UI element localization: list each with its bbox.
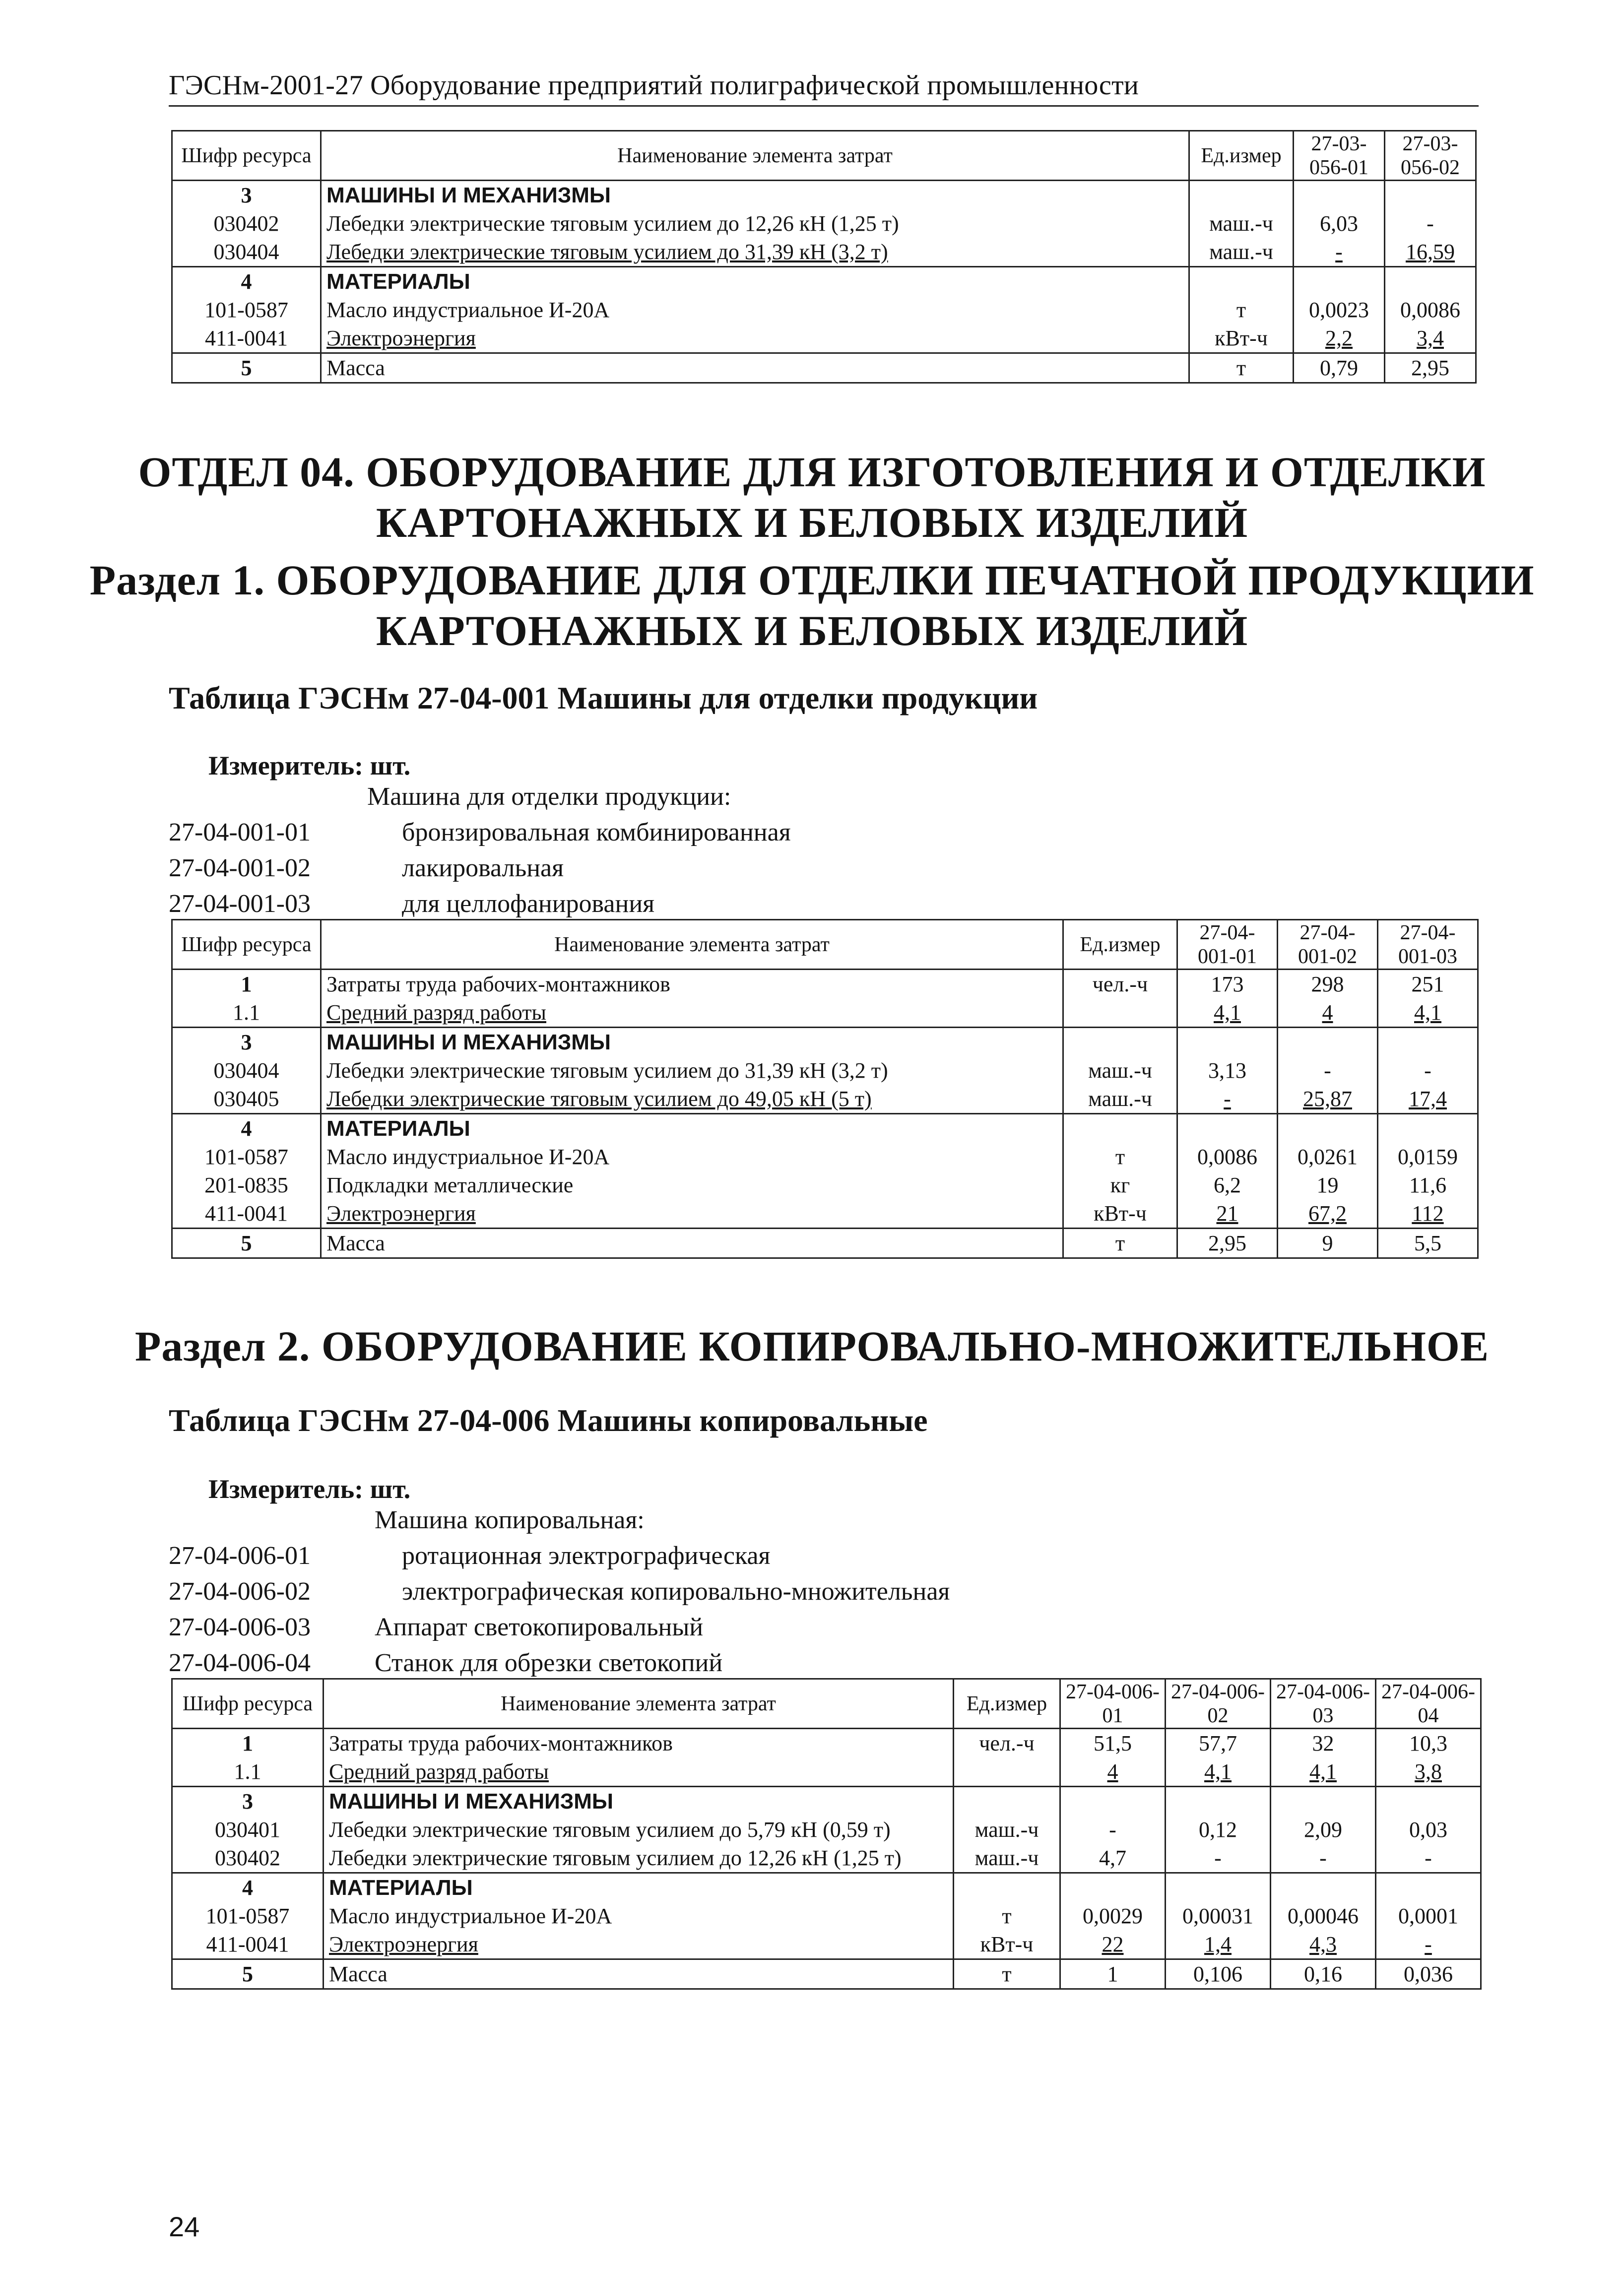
cell-value: 11,6 <box>1378 1171 1478 1199</box>
cell-value: 4,7 <box>1060 1844 1166 1873</box>
col-header-norm: 27-04-006-03 <box>1271 1679 1376 1729</box>
razdel-1-title-line2: КАРТОНАЖНЫХ И БЕЛОВЫХ ИЗДЕЛИЙ <box>376 607 1248 654</box>
table-row <box>172 998 1478 1028</box>
table-row <box>172 970 1478 999</box>
cell-code: 101-0587 <box>172 1143 321 1171</box>
cell-code: 4 <box>172 267 321 296</box>
cell-unit: маш.-ч <box>1189 209 1294 238</box>
variant-text: лакировальная <box>402 854 564 882</box>
cell-value: - <box>1376 1844 1481 1873</box>
cell-value: - <box>1177 1085 1278 1114</box>
cell-unit <box>1189 181 1294 210</box>
cell-unit: т <box>954 1902 1060 1930</box>
cell-value: 5,5 <box>1378 1229 1478 1258</box>
cell-value: 2,09 <box>1271 1816 1376 1844</box>
cell-value <box>1294 181 1385 210</box>
cell-value: 251 <box>1378 970 1478 999</box>
table-row <box>172 1873 1481 1902</box>
cell-name: Электроэнергия <box>321 1199 1063 1229</box>
cell-unit: т <box>1189 353 1294 383</box>
variant-text: электрографическая копировально-множительная <box>402 1577 950 1606</box>
cell-code: 030405 <box>172 1085 321 1114</box>
cell-value: - <box>1060 1816 1166 1844</box>
table-row <box>172 1056 1478 1085</box>
cell-value: 1 <box>1060 1959 1166 1989</box>
col-header-norm: 27-04-006-02 <box>1166 1679 1271 1729</box>
col-header-norm: 27-04-001-01 <box>1177 920 1278 970</box>
cell-name: Затраты труда рабочих-монтажников <box>321 970 1063 999</box>
table-row <box>172 1787 1481 1816</box>
cell-name: Лебедки электрические тяговым усилием до 5,79 кН (0,59 т) <box>324 1816 954 1844</box>
cell-value: 0,0261 <box>1278 1143 1378 1171</box>
cell-unit: кг <box>1063 1171 1177 1199</box>
cell-name: Масло индустриальное И-20А <box>321 1143 1063 1171</box>
page-number: 24 <box>169 2211 200 2242</box>
cell-value: 21 <box>1177 1199 1278 1229</box>
cell-value: 6,03 <box>1294 209 1385 238</box>
cell-unit: чел.-ч <box>1063 970 1177 999</box>
cell-name: Лебедки электрические тяговым усилием до 12,26 кН (1,25 т) <box>321 209 1189 238</box>
cell-name: Средний разряд работы <box>324 1757 954 1787</box>
col-header-norm: 27-03-056-01 <box>1294 131 1385 181</box>
variant-text: бронзировальная комбинированная <box>402 818 791 846</box>
variant-code: 27-04-006-03 <box>169 1613 311 1641</box>
cell-name: Лебедки электрические тяговым усилием до 31,39 кН (3,2 т) <box>321 238 1189 267</box>
cell-value: 16,59 <box>1385 238 1476 267</box>
cell-value: 3,4 <box>1385 324 1476 353</box>
cell-value: 6,2 <box>1177 1171 1278 1199</box>
cell-value <box>1166 1787 1271 1816</box>
cell-value: 0,03 <box>1376 1816 1481 1844</box>
cell-value: 0,0086 <box>1177 1143 1278 1171</box>
cell-value: 17,4 <box>1378 1085 1478 1114</box>
cell-code: 4 <box>172 1114 321 1143</box>
cell-value: 19 <box>1278 1171 1378 1199</box>
cell-code: 101-0587 <box>172 1902 324 1930</box>
cell-unit <box>1063 1114 1177 1143</box>
cell-code: 4 <box>172 1873 324 1902</box>
cell-value <box>1060 1787 1166 1816</box>
cell-value: 0,0023 <box>1294 296 1385 324</box>
table-heading-27-04-001: Таблица ГЭСНм 27-04-001 Машины для отделки продукции <box>169 680 1038 715</box>
cell-value <box>1378 1114 1478 1143</box>
section-title-line1: ОТДЕЛ 04. ОБОРУДОВАНИЕ ДЛЯ ИЗГОТОВЛЕНИЯ И ОТДЕЛКИ <box>138 448 1486 496</box>
table-row <box>172 1028 1478 1057</box>
col-header-code: Шифр ресурса <box>172 1679 324 1729</box>
cell-name: Масса <box>321 353 1189 383</box>
cell-code: 5 <box>172 1229 321 1258</box>
col-header-norm: 27-03-056-02 <box>1385 131 1476 181</box>
variant-code: 27-04-001-02 <box>169 854 311 882</box>
cell-value <box>1278 1028 1378 1057</box>
table-row <box>172 1143 1478 1171</box>
cell-name: МАТЕРИАЛЫ <box>321 1114 1063 1143</box>
section-title-line2: КАРТОНАЖНЫХ И БЕЛОВЫХ ИЗДЕЛИЙ <box>376 499 1248 546</box>
cell-name: Средний разряд работы <box>321 998 1063 1028</box>
cell-name: Масло индустриальное И-20А <box>324 1902 954 1930</box>
cell-value: - <box>1376 1930 1481 1959</box>
cell-value: 3,13 <box>1177 1056 1278 1085</box>
cell-code: 411-0041 <box>172 324 321 353</box>
cell-code: 411-0041 <box>172 1930 324 1959</box>
table-row <box>172 1171 1478 1199</box>
cell-value: 173 <box>1177 970 1278 999</box>
measure-label: Измеритель: <box>208 1474 364 1504</box>
cell-value: 0,036 <box>1376 1959 1481 1989</box>
col-header-name: Наименование элемента затрат <box>321 131 1189 181</box>
cell-code: 030404 <box>172 1056 321 1085</box>
cell-name: Масса <box>324 1959 954 1989</box>
variant-code: 27-04-006-01 <box>169 1542 311 1570</box>
cell-value <box>1294 267 1385 296</box>
cell-value: 2,95 <box>1385 353 1476 383</box>
table-row <box>172 1844 1481 1873</box>
table-heading-27-04-006: Таблица ГЭСНм 27-04-006 Машины копировальные <box>169 1403 928 1438</box>
cell-value: 0,12 <box>1166 1816 1271 1844</box>
cell-value: 0,79 <box>1294 353 1385 383</box>
col-header-code: Шифр ресурса <box>172 920 321 970</box>
measure-value: шт. <box>370 751 411 780</box>
cell-value: 4,1 <box>1166 1757 1271 1787</box>
cell-unit: кВт-ч <box>954 1930 1060 1959</box>
col-header-name: Наименование элемента затрат <box>321 920 1063 970</box>
cell-name: МАШИНЫ И МЕХАНИЗМЫ <box>321 181 1189 210</box>
cell-code: 030404 <box>172 238 321 267</box>
cell-name: Электроэнергия <box>324 1930 954 1959</box>
cell-code: 1.1 <box>172 998 321 1028</box>
cell-code: 5 <box>172 353 321 383</box>
table-row <box>172 1229 1478 1258</box>
col-header-norm: 27-04-001-02 <box>1278 920 1378 970</box>
table-row <box>172 238 1476 267</box>
cell-unit: маш.-ч <box>1189 238 1294 267</box>
cell-value <box>1060 1873 1166 1902</box>
table-row <box>172 1930 1481 1959</box>
cell-value: 9 <box>1278 1229 1378 1258</box>
table-row <box>172 1959 1481 1989</box>
measure-value: шт. <box>370 1474 411 1504</box>
cell-value: 4 <box>1060 1757 1166 1787</box>
variant-code: 27-04-001-03 <box>169 890 311 918</box>
cell-value: 0,00046 <box>1271 1902 1376 1930</box>
cell-value: 2,2 <box>1294 324 1385 353</box>
cell-name: МАТЕРИАЛЫ <box>324 1873 954 1902</box>
cell-unit: т <box>1063 1143 1177 1171</box>
cell-name: МАШИНЫ И МЕХАНИЗМЫ <box>324 1787 954 1816</box>
cell-unit <box>954 1757 1060 1787</box>
cell-value <box>1385 267 1476 296</box>
col-header-name: Наименование элемента затрат <box>324 1679 954 1729</box>
cell-value: - <box>1378 1056 1478 1085</box>
cell-unit <box>954 1873 1060 1902</box>
razdel-1-title-line1: Раздел 1. ОБОРУДОВАНИЕ ДЛЯ ОТДЕЛКИ ПЕЧАТНОЙ ПРОДУКЦИИ <box>89 556 1535 604</box>
cell-name: Лебедки электрические тяговым усилием до 12,26 кН (1,25 т) <box>324 1844 954 1873</box>
cell-unit: маш.-ч <box>1063 1085 1177 1114</box>
cell-name: МАТЕРИАЛЫ <box>321 267 1189 296</box>
variant-text: ротационная электрографическая <box>402 1542 771 1570</box>
cell-value: 0,0029 <box>1060 1902 1166 1930</box>
cell-value <box>1271 1873 1376 1902</box>
table-row <box>172 1114 1478 1143</box>
cell-name: Масло индустриальное И-20А <box>321 296 1189 324</box>
table-row <box>172 324 1476 353</box>
cell-name: МАШИНЫ И МЕХАНИЗМЫ <box>321 1028 1063 1057</box>
cell-value <box>1376 1787 1481 1816</box>
header-rule <box>169 105 1479 107</box>
table-row <box>172 181 1476 210</box>
cell-value: - <box>1271 1844 1376 1873</box>
cell-value: 4,1 <box>1378 998 1478 1028</box>
resource-table-27-03-056 <box>171 130 1477 384</box>
cell-value <box>1177 1114 1278 1143</box>
cell-value: 4,3 <box>1271 1930 1376 1959</box>
cell-code: 3 <box>172 181 321 210</box>
col-header-norm: 27-04-006-01 <box>1060 1679 1166 1729</box>
cell-name: Подкладки металлические <box>321 1171 1063 1199</box>
variant-text: Аппарат светокопировальный <box>375 1613 704 1641</box>
cell-unit <box>1063 998 1177 1028</box>
cell-unit: т <box>1189 296 1294 324</box>
cell-code: 3 <box>172 1787 324 1816</box>
cell-unit: т <box>1063 1229 1177 1258</box>
cell-value <box>1271 1787 1376 1816</box>
cell-value <box>1278 1114 1378 1143</box>
cell-code: 411-0041 <box>172 1199 321 1229</box>
cell-value <box>1376 1873 1481 1902</box>
cell-code: 1.1 <box>172 1757 324 1787</box>
cell-unit <box>954 1787 1060 1816</box>
cell-value: 0,16 <box>1271 1959 1376 1989</box>
resource-table-27-04-006 <box>171 1678 1482 1990</box>
resource-table-27-04-001 <box>171 919 1479 1259</box>
cell-unit: т <box>954 1959 1060 1989</box>
variant-code: 27-04-001-01 <box>169 818 311 846</box>
variant-code: 27-04-006-04 <box>169 1649 311 1677</box>
cell-value: - <box>1385 209 1476 238</box>
cell-unit: кВт-ч <box>1063 1199 1177 1229</box>
cell-value: 0,106 <box>1166 1959 1271 1989</box>
table-row <box>172 1729 1481 1758</box>
table-row <box>172 1816 1481 1844</box>
cell-code: 030402 <box>172 1844 324 1873</box>
cell-code: 1 <box>172 1729 324 1758</box>
col-header-unit: Ед.измер <box>954 1679 1060 1729</box>
cell-value: 51,5 <box>1060 1729 1166 1758</box>
variant-text: Станок для обрезки светокопий <box>375 1649 723 1677</box>
cell-unit: маш.-ч <box>1063 1056 1177 1085</box>
cell-unit: маш.-ч <box>954 1844 1060 1873</box>
cell-value: 57,7 <box>1166 1729 1271 1758</box>
col-header-unit: Ед.измер <box>1189 131 1294 181</box>
razdel-2-title: Раздел 2. ОБОРУДОВАНИЕ КОПИРОВАЛЬНО-МНОЖИТЕЛЬНОЕ <box>134 1322 1490 1370</box>
running-header: ГЭСНм-2001-27 Оборудование предприятий полиграфической промышленности <box>169 70 1139 101</box>
cell-value: 0,0001 <box>1376 1902 1481 1930</box>
measure-unit <box>208 750 410 781</box>
cell-name: Лебедки электрические тяговым усилием до 31,39 кН (3,2 т) <box>321 1056 1063 1085</box>
cell-value: 0,0159 <box>1378 1143 1478 1171</box>
cell-code: 201-0835 <box>172 1171 321 1199</box>
cell-value: - <box>1166 1844 1271 1873</box>
variant-desc-text: Машина для отделки продукции: <box>367 782 731 811</box>
variant-text: для целлофанирования <box>402 890 655 918</box>
cell-value: 67,2 <box>1278 1199 1378 1229</box>
table-row <box>172 267 1476 296</box>
cell-value: 0,0086 <box>1385 296 1476 324</box>
cell-value: 4 <box>1278 998 1378 1028</box>
cell-value: - <box>1294 238 1385 267</box>
cell-unit: маш.-ч <box>954 1816 1060 1844</box>
cell-value: 1,4 <box>1166 1930 1271 1959</box>
cell-code: 3 <box>172 1028 321 1057</box>
cell-code: 1 <box>172 970 321 999</box>
cell-value: 32 <box>1271 1729 1376 1758</box>
cell-value: 2,95 <box>1177 1229 1278 1258</box>
measure-unit <box>208 1474 410 1504</box>
col-header-norm: 27-04-006-04 <box>1376 1679 1481 1729</box>
table-row <box>172 1757 1481 1787</box>
cell-value: 10,3 <box>1376 1729 1481 1758</box>
cell-value: 4,1 <box>1177 998 1278 1028</box>
cell-value: - <box>1278 1056 1378 1085</box>
cell-code: 030402 <box>172 209 321 238</box>
col-header-norm: 27-04-001-03 <box>1378 920 1478 970</box>
cell-name: Затраты труда рабочих-монтажников <box>324 1729 954 1758</box>
cell-value <box>1177 1028 1278 1057</box>
col-header-unit: Ед.измер <box>1063 920 1177 970</box>
cell-code: 5 <box>172 1959 324 1989</box>
cell-value: 3,8 <box>1376 1757 1481 1787</box>
cell-unit <box>1189 267 1294 296</box>
cell-unit: кВт-ч <box>1189 324 1294 353</box>
cell-value <box>1378 1028 1478 1057</box>
cell-code: 030401 <box>172 1816 324 1844</box>
cell-name: Электроэнергия <box>321 324 1189 353</box>
cell-unit <box>1063 1028 1177 1057</box>
cell-name: Масса <box>321 1229 1063 1258</box>
cell-value: 298 <box>1278 970 1378 999</box>
cell-value: 22 <box>1060 1930 1166 1959</box>
table-row <box>172 1085 1478 1114</box>
table-row <box>172 209 1476 238</box>
cell-value: 25,87 <box>1278 1085 1378 1114</box>
table-row <box>172 353 1476 383</box>
measure-label: Измеритель: <box>208 751 364 780</box>
cell-value <box>1166 1873 1271 1902</box>
cell-value: 4,1 <box>1271 1757 1376 1787</box>
cell-name: Лебедки электрические тяговым усилием до 49,05 кН (5 т) <box>321 1085 1063 1114</box>
cell-value: 0,00031 <box>1166 1902 1271 1930</box>
cell-value <box>1385 181 1476 210</box>
table-row <box>172 1902 1481 1930</box>
variant-desc-text: Машина копировальная: <box>375 1506 645 1534</box>
cell-code: 101-0587 <box>172 296 321 324</box>
table-row <box>172 1199 1478 1229</box>
cell-unit: чел.-ч <box>954 1729 1060 1758</box>
variant-code: 27-04-006-02 <box>169 1577 311 1606</box>
col-header-code: Шифр ресурса <box>172 131 321 181</box>
table-row <box>172 296 1476 324</box>
cell-value: 112 <box>1378 1199 1478 1229</box>
